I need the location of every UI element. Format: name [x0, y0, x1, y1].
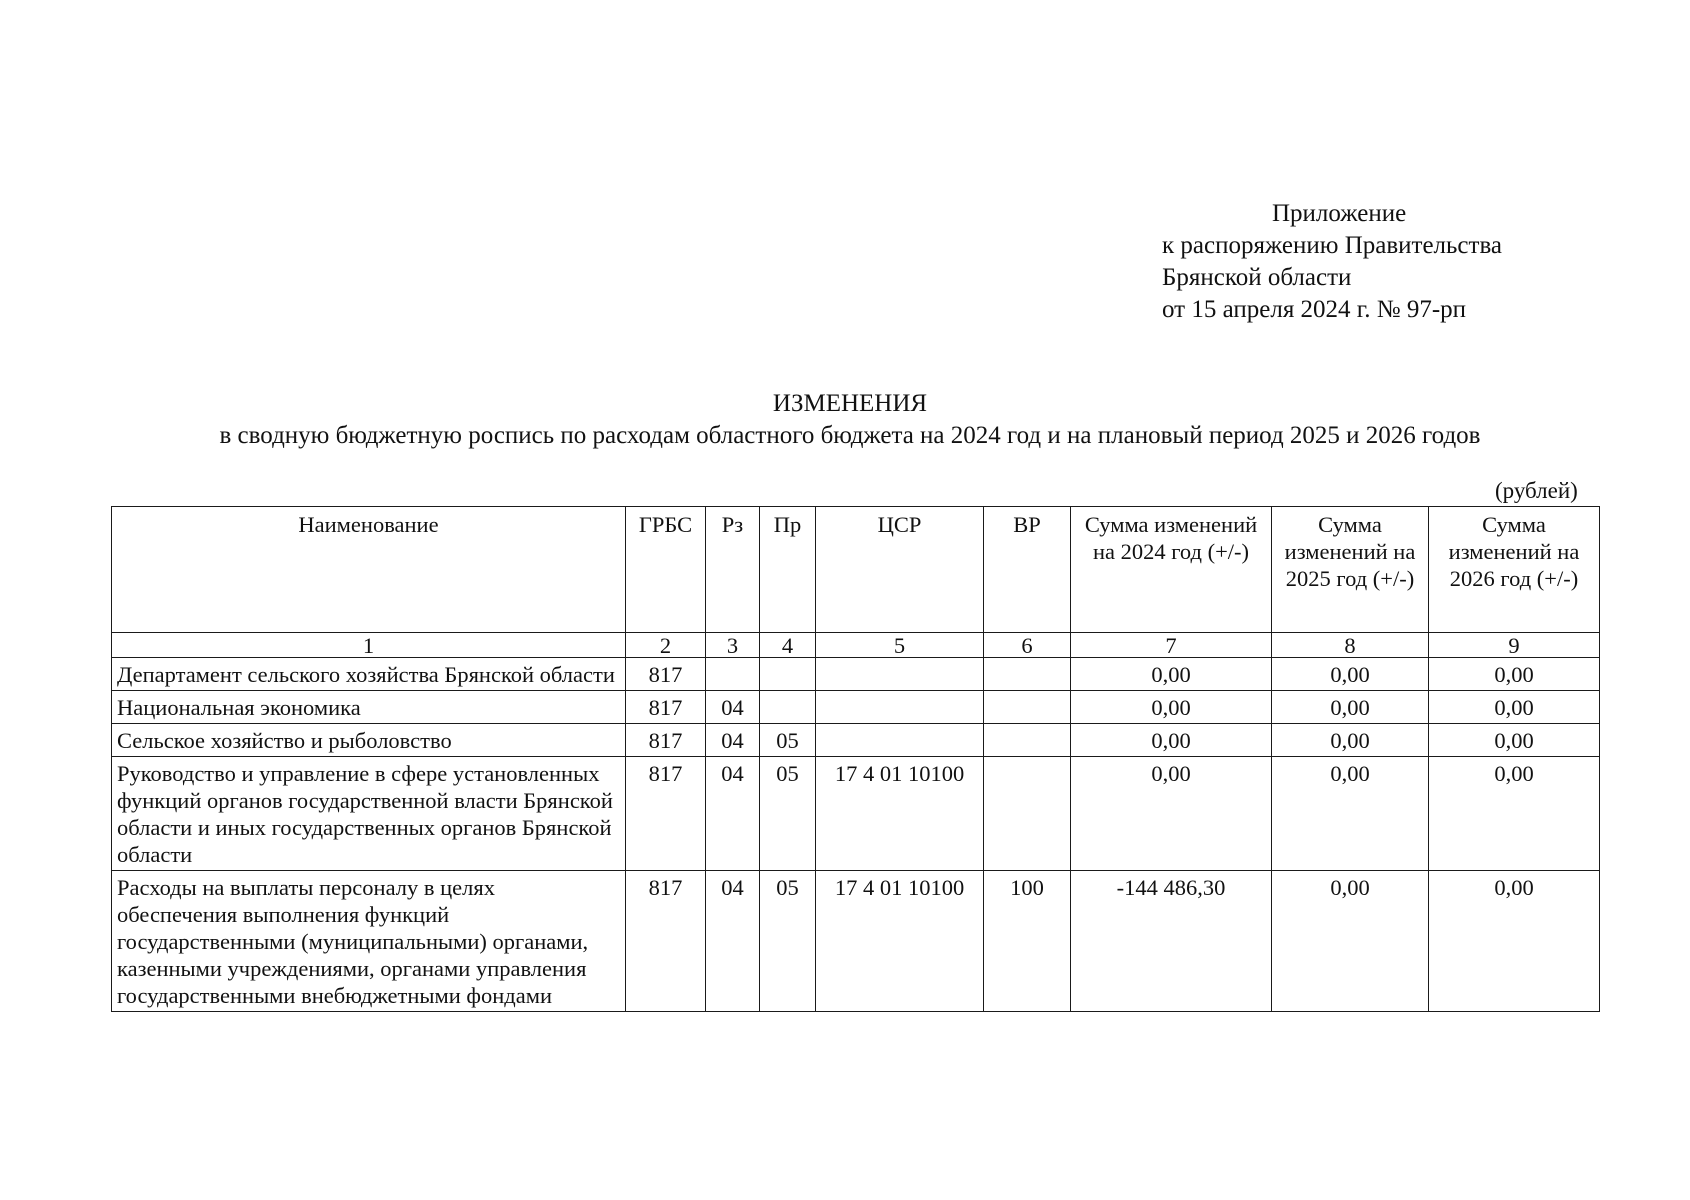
header-sum-2025: Сумма изменений на 2025 год (+/-): [1272, 507, 1429, 633]
row-sum-2024: 0,00: [1071, 691, 1272, 724]
row-sum-2025: 0,00: [1272, 691, 1429, 724]
header-grbs: ГРБС: [626, 507, 706, 633]
document-subtitle: в сводную бюджетную роспись по расходам областного бюджета на 2024 год и на плановый период 2025 и 2026 годов: [219, 422, 1481, 449]
row-grbs: 817: [626, 871, 706, 1012]
document-title: ИЗМЕНЕНИЯ: [772, 390, 928, 417]
row-vr: [984, 757, 1071, 871]
row-csr: [816, 691, 984, 724]
row-sum-2026: 0,00: [1429, 757, 1600, 871]
document-heading: [0, 388, 1690, 452]
row-rz: 04: [706, 871, 760, 1012]
header-csr: ЦСР: [816, 507, 984, 633]
header-sum-2024: Сумма изменений на 2024 год (+/-): [1071, 507, 1272, 633]
table-row: [112, 871, 1600, 1012]
row-rz: 04: [706, 757, 760, 871]
row-sum-2024: 0,00: [1071, 724, 1272, 757]
row-sum-2024: 0,00: [1071, 658, 1272, 691]
column-number: 3: [706, 633, 760, 658]
row-rz: 04: [706, 691, 760, 724]
annex-line-order: к распоряжению Правительства: [1162, 232, 1503, 259]
row-name: Руководство и управление в сфере установленных функций органов государственной власти Брянской области и иных государственных органов Брянской области: [112, 757, 626, 871]
row-pr: [760, 658, 816, 691]
row-csr: [816, 724, 984, 757]
row-grbs: 817: [626, 757, 706, 871]
column-number: 9: [1429, 633, 1600, 658]
row-name: Расходы на выплаты персоналу в целях обеспечения выполнения функций государственными (муниципальными) органами, казенными учреждениями, органами управления государственными внебюджетными фондами: [112, 871, 626, 1012]
budget-changes-table: [111, 506, 1600, 1012]
column-number: 7: [1071, 633, 1272, 658]
row-sum-2026: 0,00: [1429, 724, 1600, 757]
row-grbs: 817: [626, 658, 706, 691]
row-vr: [984, 691, 1071, 724]
row-pr: 05: [760, 871, 816, 1012]
annex-title: Приложение: [1272, 200, 1407, 227]
row-sum-2025: 0,00: [1272, 658, 1429, 691]
units-label: (рублей): [1495, 478, 1578, 503]
annex-line-region: Брянской области: [1162, 264, 1352, 291]
column-number: 6: [984, 633, 1071, 658]
row-vr: [984, 658, 1071, 691]
row-grbs: 817: [626, 691, 706, 724]
header-sum-2026: Сумма изменений на 2026 год (+/-): [1429, 507, 1600, 633]
row-pr: [760, 691, 816, 724]
annex-block: [1162, 198, 1502, 326]
row-csr: 17 4 01 10100: [816, 871, 984, 1012]
row-sum-2025: 0,00: [1272, 871, 1429, 1012]
row-sum-2025: 0,00: [1272, 724, 1429, 757]
row-sum-2025: 0,00: [1272, 757, 1429, 871]
header-name: Наименование: [112, 507, 626, 633]
column-number: 2: [626, 633, 706, 658]
row-sum-2026: 0,00: [1429, 691, 1600, 724]
row-vr: 100: [984, 871, 1071, 1012]
row-rz: [706, 658, 760, 691]
row-name: Сельское хозяйство и рыболовство: [112, 724, 626, 757]
row-csr: [816, 658, 984, 691]
header-pr: Пр: [760, 507, 816, 633]
table-row: [112, 691, 1600, 724]
row-name: Национальная экономика: [112, 691, 626, 724]
row-rz: 04: [706, 724, 760, 757]
row-sum-2024: 0,00: [1071, 757, 1272, 871]
header-rz: Рз: [706, 507, 760, 633]
row-grbs: 817: [626, 724, 706, 757]
column-number: 1: [112, 633, 626, 658]
table-header-row: [112, 507, 1600, 633]
row-pr: 05: [760, 724, 816, 757]
row-pr: 05: [760, 757, 816, 871]
row-csr: 17 4 01 10100: [816, 757, 984, 871]
column-number: 8: [1272, 633, 1429, 658]
table-row: [112, 658, 1600, 691]
row-sum-2024: -144 486,30: [1071, 871, 1272, 1012]
column-number-row: [112, 633, 1600, 658]
row-name: Департамент сельского хозяйства Брянской области: [112, 658, 626, 691]
table-row: [112, 724, 1600, 757]
row-vr: [984, 724, 1071, 757]
column-number: 5: [816, 633, 984, 658]
header-vr: ВР: [984, 507, 1071, 633]
row-sum-2026: 0,00: [1429, 871, 1600, 1012]
column-number: 4: [760, 633, 816, 658]
row-sum-2026: 0,00: [1429, 658, 1600, 691]
annex-line-date: от 15 апреля 2024 г. № 97-рп: [1162, 296, 1467, 323]
table-row: [112, 757, 1600, 871]
